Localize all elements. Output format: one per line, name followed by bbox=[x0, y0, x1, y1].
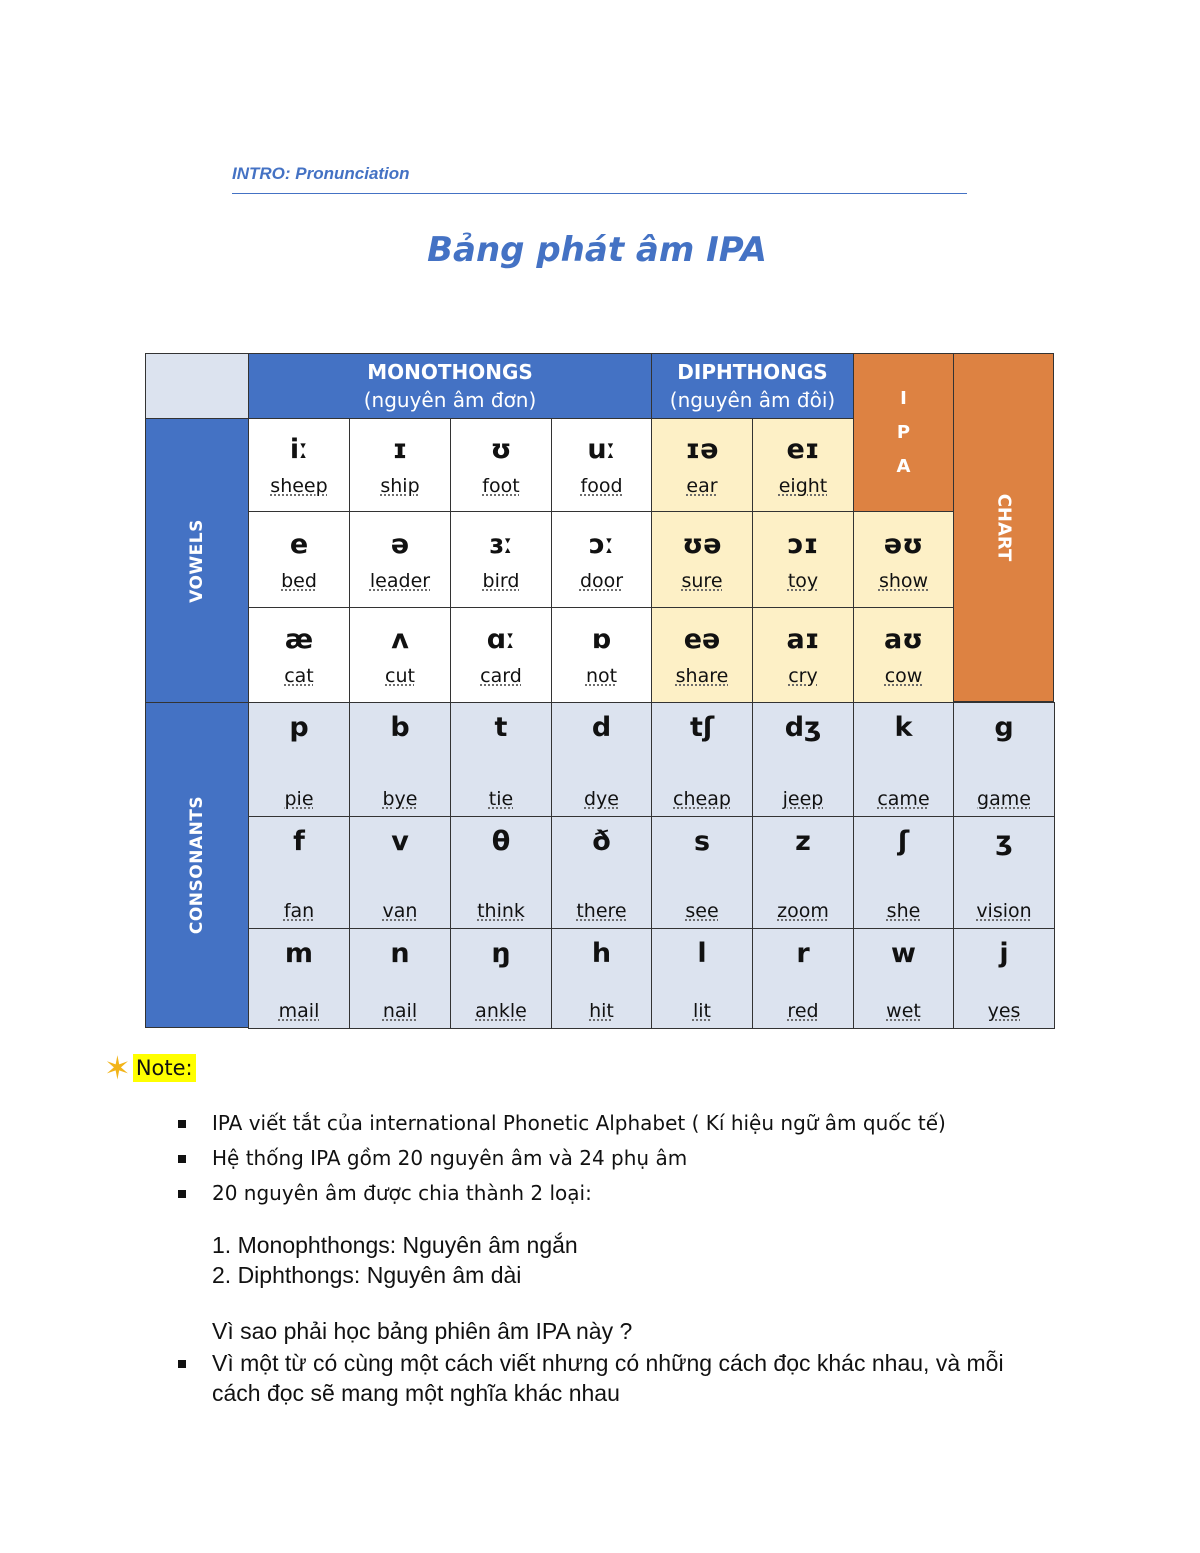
ipa-symbol: f bbox=[293, 826, 305, 857]
example-word: door bbox=[579, 569, 624, 592]
star-icon: ✶ bbox=[104, 1049, 131, 1087]
consonant-cell bbox=[450, 702, 552, 817]
ipa-symbol: ɪə bbox=[685, 434, 719, 465]
ipa-symbol: ʌ bbox=[391, 624, 409, 655]
example-word: share bbox=[675, 665, 729, 687]
consonant-cell bbox=[651, 816, 753, 929]
consonant-cell bbox=[752, 702, 854, 817]
consonant-cell bbox=[752, 928, 854, 1029]
ipa-symbol: v bbox=[391, 826, 409, 857]
example-word: nail bbox=[382, 1000, 418, 1022]
ipa-symbol: t bbox=[494, 712, 508, 743]
example-word: there bbox=[576, 900, 627, 922]
example-word: cry bbox=[788, 665, 818, 687]
monophthong-cell bbox=[551, 511, 652, 608]
example-word: foot bbox=[482, 475, 520, 497]
ipa-chart-table bbox=[145, 353, 1054, 1028]
ipa-symbol: r bbox=[796, 938, 810, 969]
example-word: dye bbox=[584, 788, 619, 810]
diphthong-cell bbox=[853, 607, 954, 703]
example-word: cow bbox=[884, 665, 923, 687]
example-word: cat bbox=[284, 665, 314, 687]
example-word: toy bbox=[787, 569, 819, 592]
ipa-symbol: eɪ bbox=[786, 434, 820, 465]
monophthong-cell bbox=[248, 418, 350, 512]
diphthongs-subtitle: (nguyên âm đôi) bbox=[669, 388, 836, 412]
example-word: sheep bbox=[270, 475, 328, 497]
monothongs-subtitle: (nguyên âm đơn) bbox=[363, 388, 537, 412]
example-word: zoom bbox=[777, 900, 829, 922]
consonant-cell bbox=[853, 702, 954, 817]
ipa-symbol: ɒ bbox=[591, 624, 612, 655]
consonant-cell bbox=[953, 928, 1055, 1029]
consonant-cell bbox=[248, 702, 350, 817]
ipa-symbol: uː bbox=[587, 434, 616, 465]
ipa-symbol: ʊə bbox=[682, 528, 722, 560]
ipa-symbol: θ bbox=[491, 826, 511, 857]
consonants-label: CONSONANTS bbox=[187, 795, 207, 935]
consonant-cell bbox=[349, 702, 451, 817]
consonant-cell bbox=[651, 702, 753, 817]
ipa-symbol: s bbox=[693, 826, 711, 857]
ipa-symbol: m bbox=[284, 938, 314, 969]
ipa-symbol: ʊ bbox=[490, 434, 512, 465]
example-word: hit bbox=[589, 1000, 614, 1022]
monophthong-cell bbox=[551, 418, 652, 512]
example-word: bed bbox=[281, 569, 317, 592]
example-word: leader bbox=[369, 569, 431, 592]
diphthong-cell bbox=[853, 511, 954, 608]
consonant-cell bbox=[551, 928, 652, 1029]
example-word: cheap bbox=[673, 788, 731, 810]
chart-label-cell bbox=[953, 353, 1054, 702]
example-word: food bbox=[580, 475, 623, 497]
example-word: yes bbox=[987, 1000, 1021, 1022]
answer-text: Vì một từ có cùng một cách viết nhưng có những cách đọc khác nhau, và mỗi cách đọc sẽ mang một nghĩa khác nhau bbox=[212, 1350, 1004, 1406]
example-word: ankle bbox=[475, 1000, 527, 1022]
list-item: 1. Monophthongs: Nguyên âm ngắn bbox=[212, 1232, 578, 1258]
ipa-symbol: eə bbox=[683, 624, 721, 655]
ipa-symbol: ə bbox=[390, 528, 410, 560]
example-word: bird bbox=[482, 569, 520, 592]
ipa-symbol: ʃ bbox=[897, 826, 910, 857]
consonant-cell bbox=[248, 928, 350, 1029]
ipa-symbol: w bbox=[891, 938, 916, 969]
monophthong-cell bbox=[349, 511, 451, 608]
list-item: 20 nguyên âm được chia thành 2 loại: bbox=[178, 1176, 1078, 1211]
ipa-symbol: dʒ bbox=[784, 712, 822, 743]
example-word: sure bbox=[681, 569, 723, 592]
consonant-cell bbox=[651, 928, 753, 1029]
example-word: not bbox=[585, 665, 618, 687]
diphthong-cell bbox=[651, 418, 753, 512]
example-word: jeep bbox=[782, 788, 824, 810]
consonant-cell bbox=[551, 702, 652, 817]
ipa-symbol: ɜː bbox=[489, 528, 513, 560]
monophthong-cell bbox=[551, 607, 652, 703]
list-item: 2. Diphthongs: Nguyên âm dài bbox=[212, 1262, 522, 1288]
note-heading bbox=[104, 1049, 196, 1087]
monophthong-cell bbox=[248, 607, 350, 703]
ipa-symbol: aɪ bbox=[786, 624, 820, 655]
ipa-symbol: ð bbox=[592, 826, 611, 857]
diphthong-cell bbox=[752, 418, 854, 512]
example-word: bye bbox=[382, 788, 418, 810]
chart-label: CHART bbox=[992, 493, 1014, 562]
list-item: Hệ thống IPA gồm 20 nguyên âm và 24 phụ âm bbox=[178, 1141, 1078, 1176]
example-word: think bbox=[477, 900, 525, 922]
list-item: IPA viết tắt của international Phonetic Alphabet ( Kí hiệu ngữ âm quốc tế) bbox=[178, 1106, 1078, 1141]
example-word: wet bbox=[886, 1000, 921, 1022]
example-word: came bbox=[877, 788, 930, 810]
consonants-side-label-cell bbox=[145, 702, 249, 1028]
ipa-symbol: p bbox=[289, 712, 309, 743]
monophthong-cell bbox=[450, 607, 552, 703]
example-word: she bbox=[886, 900, 921, 922]
table-corner bbox=[145, 353, 249, 419]
vowels-label: VOWELS bbox=[187, 518, 207, 603]
example-word: mail bbox=[278, 1000, 320, 1022]
example-word: ship bbox=[380, 475, 420, 497]
example-word: fan bbox=[283, 900, 315, 922]
ipa-symbol: h bbox=[591, 938, 612, 969]
vowels-side-label-cell bbox=[145, 418, 249, 703]
diphthong-cell bbox=[651, 607, 753, 703]
ipa-symbol: ʒ bbox=[995, 826, 1013, 857]
ipa-symbol: g bbox=[994, 712, 1014, 743]
ipa-symbol: tʃ bbox=[689, 712, 715, 743]
ipa-symbol: l bbox=[697, 938, 707, 969]
example-word: eight bbox=[778, 475, 828, 497]
consonant-cell bbox=[450, 816, 552, 929]
diphthong-cell bbox=[651, 511, 753, 608]
example-word: see bbox=[685, 900, 719, 922]
consonant-cell bbox=[349, 928, 451, 1029]
ipa-symbol: k bbox=[894, 712, 913, 743]
ipa-symbol: ɔɪ bbox=[787, 528, 819, 560]
consonant-cell bbox=[752, 816, 854, 929]
ipa-symbol: əʊ bbox=[883, 528, 924, 560]
consonant-cell bbox=[953, 816, 1055, 929]
note-label: Note: bbox=[133, 1054, 196, 1082]
consonant-cell bbox=[450, 928, 552, 1029]
answer-bullet bbox=[178, 1348, 1058, 1408]
example-word: lit bbox=[692, 1000, 711, 1022]
consonant-cell bbox=[551, 816, 652, 929]
ipa-symbol: d bbox=[591, 712, 612, 743]
consonant-cell bbox=[248, 816, 350, 929]
monothongs-header bbox=[248, 353, 652, 419]
monophthong-cell bbox=[248, 511, 350, 608]
ipa-symbol: ŋ bbox=[491, 938, 511, 969]
diphthongs-title: DIPHTHONGS bbox=[677, 360, 828, 384]
header-divider bbox=[232, 193, 967, 194]
example-word: vision bbox=[976, 900, 1032, 922]
header-label: INTRO: Pronunciation bbox=[232, 164, 410, 183]
consonant-cell bbox=[349, 816, 451, 929]
vowel-types-list bbox=[212, 1230, 578, 1290]
example-word: cut bbox=[385, 665, 415, 687]
monophthong-cell bbox=[349, 418, 451, 512]
example-word: van bbox=[382, 900, 418, 922]
ipa-symbol: ɔː bbox=[588, 528, 615, 560]
bullet-icon bbox=[178, 1360, 186, 1368]
ipa-symbol: z bbox=[795, 826, 811, 857]
ipa-symbol: aʊ bbox=[883, 624, 924, 655]
ipa-symbol: n bbox=[390, 938, 410, 969]
example-word: card bbox=[480, 665, 522, 687]
ipa-label: I P A bbox=[896, 387, 911, 477]
example-word: game bbox=[977, 788, 1031, 810]
example-word: red bbox=[787, 1000, 819, 1022]
example-word: pie bbox=[284, 788, 314, 810]
ipa-symbol: æ bbox=[284, 624, 314, 655]
page-title: Bảng phát âm IPA bbox=[427, 230, 767, 270]
ipa-symbol: j bbox=[999, 938, 1009, 969]
consonant-cell bbox=[853, 816, 954, 929]
monophthong-cell bbox=[450, 418, 552, 512]
ipa-symbol: iː bbox=[289, 434, 309, 465]
note-bullet-list bbox=[178, 1106, 1078, 1211]
diphthong-cell bbox=[752, 511, 854, 608]
monothongs-title: MONOTHONGS bbox=[367, 360, 533, 384]
example-word: tie bbox=[488, 788, 514, 810]
ipa-symbol: b bbox=[390, 712, 410, 743]
diphthongs-header bbox=[651, 353, 854, 419]
monophthong-cell bbox=[450, 511, 552, 608]
diphthong-cell bbox=[752, 607, 854, 703]
ipa-symbol: ɑː bbox=[486, 624, 516, 655]
ipa-symbol: ɪ bbox=[392, 434, 408, 465]
consonant-cell bbox=[953, 702, 1055, 817]
ipa-symbol: e bbox=[289, 528, 309, 560]
ipa-label-cell bbox=[853, 353, 954, 512]
example-word: ear bbox=[686, 475, 718, 497]
question-text: Vì sao phải học bảng phiên âm IPA này ? bbox=[212, 1318, 633, 1344]
consonant-cell bbox=[853, 928, 954, 1029]
monophthong-cell bbox=[349, 607, 451, 703]
example-word: show bbox=[878, 569, 929, 592]
